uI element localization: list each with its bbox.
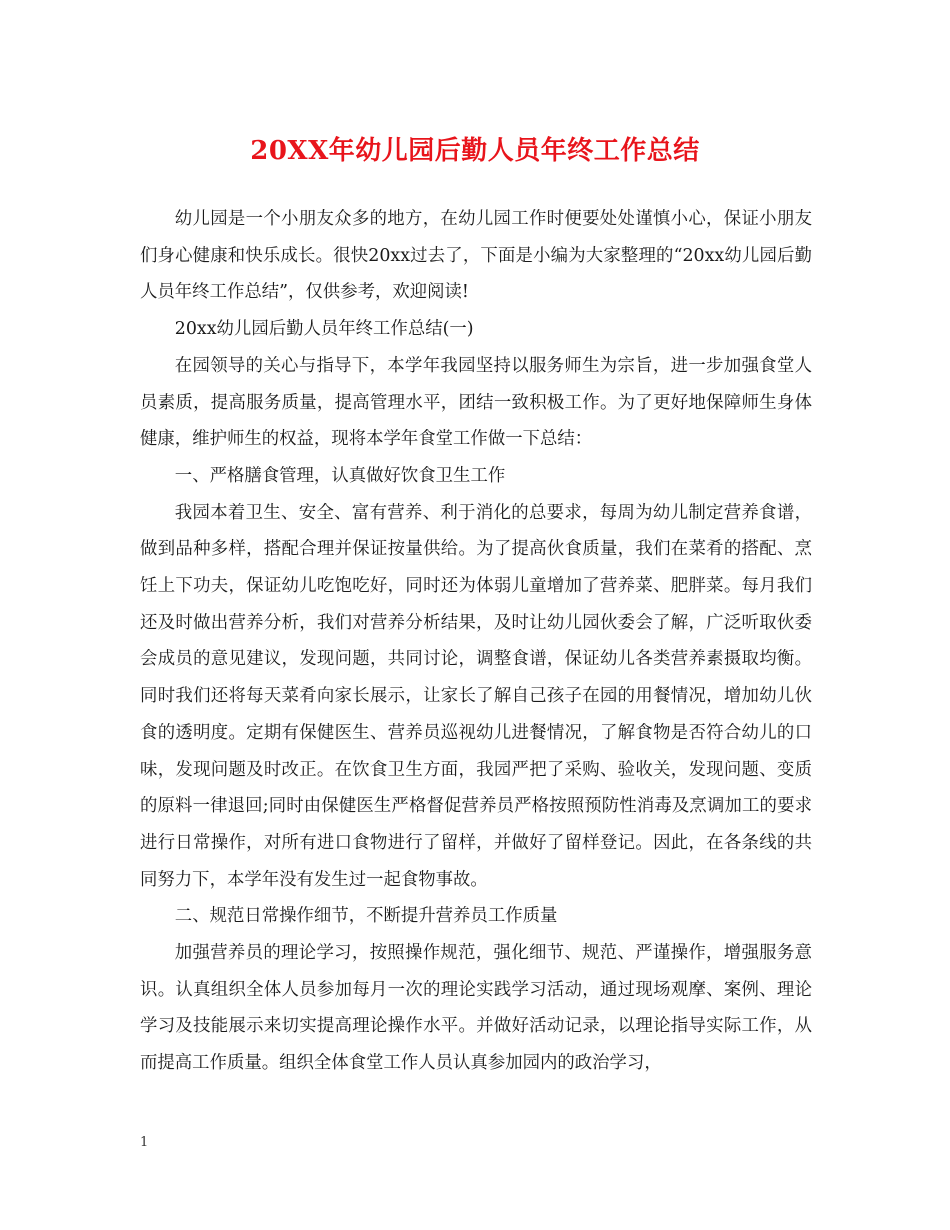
body-paragraph: 加强营养员的理论学习，按照操作规范，强化细节、规范、严谨操作，增强服务意识。认真组织全体人员参加每月一次的理论实践学习活动，通过现场观摩、案例、理论学习及技能展示来切实提高理论操作水平。并做好活动记录，以理论指导实际工作，从而提高工作质量。组织全体食堂工作人员认真参加园内的政治学习， bbox=[140, 943, 812, 1074]
body-paragraph: 我园本着卫生、安全、富有营养、利于消化的总要求，每周为幼儿制定营养食谱，做到品种多样，搭配合理并保证按量供给。为了提高伙食质量，我们在菜肴的搭配、烹饪上下功夫，保证幼儿吃饱吃好，同时还为体弱儿童增加了营养菜、肥胖菜。每月我们还及时做出营养分析，我们对营养分析结果，及时让幼儿园伙委会了解，广泛听取伙委会成员的意见建议，发现问题，共同讨论，调整食谱，保证幼儿各类营养素摄取均衡。同时我们还将每天菜肴向家长展示，让家长了解自己孩子在园的用餐情况，增加幼儿伙食的透明度。定期有保健医生、营养员巡视幼儿进餐情况，了解食物是否符合幼儿的口味，发现问题及时改正。在饮食卫生方面，我园严把了采购、验收关，发现问题、变质的原料一律退回;同时由保健医生严格督促营养员严格按照预防性消毒及烹调加工的要求进行日常操作，对所有进口食物进行了留样，并做好了留样登记。因此，在各条线的共同努力下，本学年没有发生过一起食物事故。 bbox=[140, 502, 812, 890]
intro-paragraph: 幼儿园是一个小朋友众多的地方，在幼儿园工作时便要处处谨慎小心，保证小朋友们身心健康和快乐成长。很快20xx过去了，下面是小编为大家整理的“20xx幼儿园后勤人员年终工作总结”，仅供参考，欢迎阅读! bbox=[140, 209, 812, 303]
subsection-heading: 二、规范日常操作细节，不断提升营养员工作质量 bbox=[174, 906, 558, 927]
page-number: 1 bbox=[140, 1135, 149, 1150]
subsection-heading: 一、严格膳食管理，认真做好饮食卫生工作 bbox=[174, 465, 506, 486]
body-paragraph: 在园领导的关心与指导下，本学年我园坚持以服务师生为宗旨，进一步加强食堂人员素质，提高服务质量，提高管理水平，团结一致积极工作。为了更好地保障师生身体健康，维护师生的权益，现将本学年食堂工作做一下总结： bbox=[140, 355, 812, 450]
document-body bbox=[140, 201, 812, 1082]
document-title: 20XX年幼儿园后勤人员年终工作总结 bbox=[250, 136, 700, 166]
section-heading: 20xx幼儿园后勤人员年终工作总结(一) bbox=[174, 319, 474, 340]
